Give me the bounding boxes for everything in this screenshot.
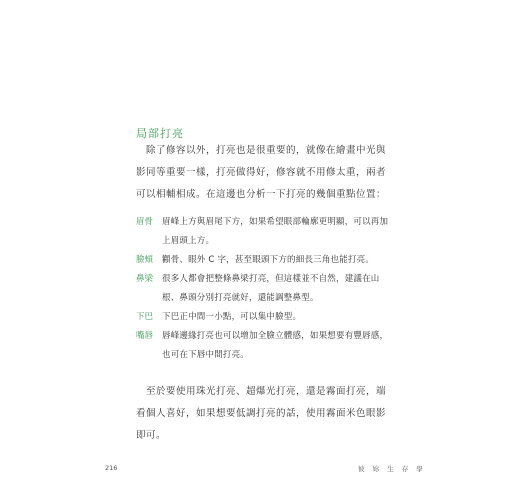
- outro-paragraph-block: [136, 381, 391, 447]
- list-item: [136, 327, 396, 365]
- list-item: [136, 213, 396, 251]
- intro-paragraph: 除了修容以外，打亮也是很重要的，就像在繪畫中光與影同等重要一樣，打亮做得好，修容就不用修太重，兩者可以相輔相成。在這邊也分析一下打亮的幾個重點位置：: [136, 145, 387, 200]
- item-term-chin: 下巴: [136, 312, 154, 322]
- highlight-points-list: [136, 213, 396, 365]
- item-term-cheek: 臉頰: [136, 255, 154, 265]
- item-description: 唇峰邊緣打亮也可以增加全臉立體感，如果想要有豐唇感，也可在下唇中間打亮。: [162, 331, 389, 360]
- item-term-brow-bone: 眉骨: [136, 217, 154, 227]
- intro-paragraph-block: [136, 140, 391, 206]
- item-term-lips: 嘴唇: [136, 331, 154, 341]
- list-item: [136, 270, 396, 308]
- list-item: [136, 251, 396, 270]
- item-description: 顴骨、眼外 C 字，甚至眼頭下方的細長三角也能打亮。: [162, 255, 375, 265]
- item-description: 很多人都會把整條鼻梁打亮，但這樣並不自然，建議在山根、鼻頭分別打亮就好，還能調整鼻型。: [162, 274, 380, 303]
- outro-paragraph: 至於要使用珠光打亮、超爆光打亮，還是霧面打亮，端看個人喜好，如果想要低調打亮的話，使用霧面米色眼影即可。: [136, 386, 387, 441]
- section-heading: 局部打亮: [136, 127, 184, 140]
- item-description: 眉峰上方與眉尾下方，如果希望眼部輪廓更明顯，可以再加上眉頭上方。: [162, 217, 389, 246]
- item-term-nose-bridge: 鼻梁: [136, 274, 154, 284]
- running-footer-title: 彼 妳 生 存 學: [358, 465, 426, 473]
- item-description: 下巴正中間一小點，可以集中臉型。: [162, 312, 302, 322]
- page-number: 216: [105, 464, 118, 472]
- list-item: [136, 308, 396, 327]
